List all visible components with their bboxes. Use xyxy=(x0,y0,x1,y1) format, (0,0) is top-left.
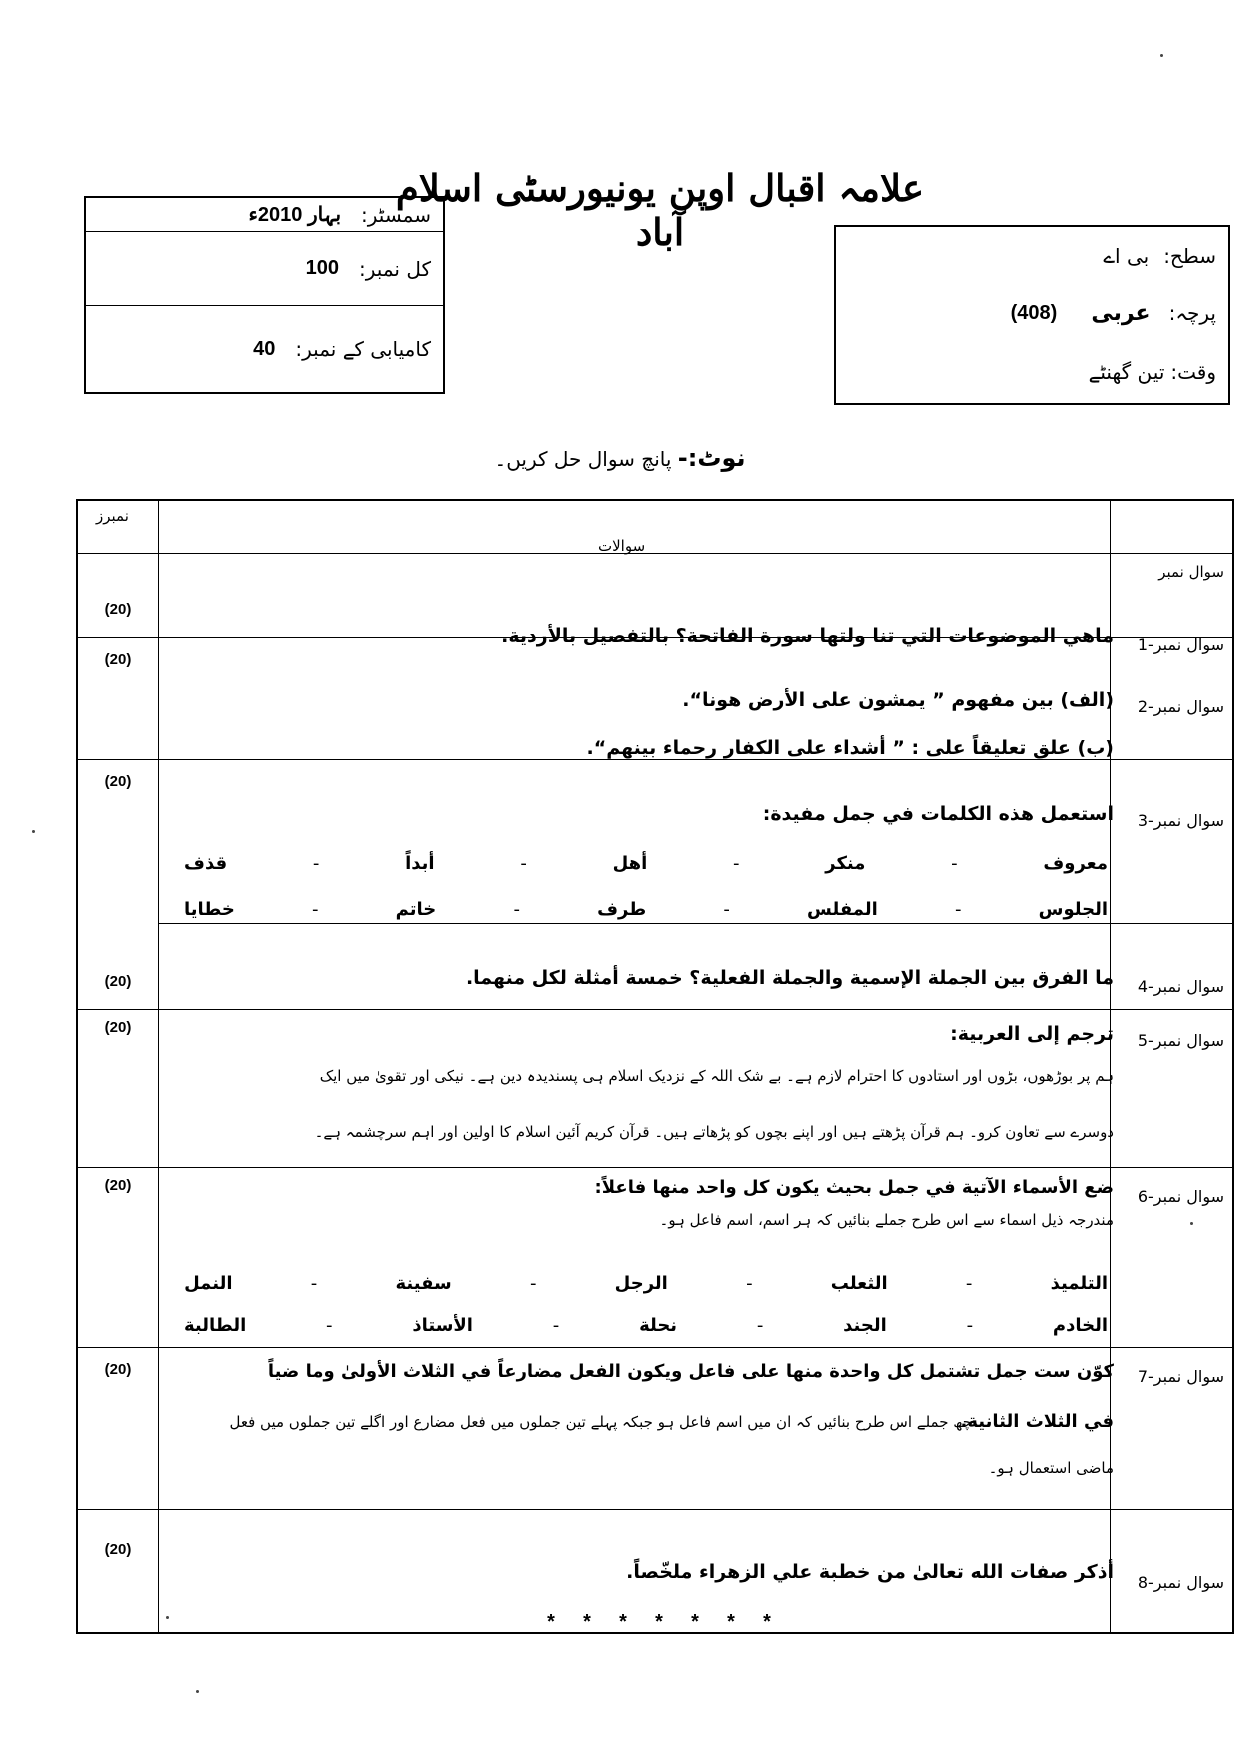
word: الثعلب xyxy=(830,1273,888,1294)
word: التلميذ xyxy=(1050,1273,1108,1294)
word: خاتم xyxy=(395,899,437,920)
level-label: سطح: xyxy=(1163,244,1216,268)
question-marks: (20) xyxy=(104,601,132,618)
word: طرف xyxy=(597,899,647,920)
word: المفلس xyxy=(807,899,878,920)
paper-label: پرچہ: xyxy=(1168,301,1216,325)
row-divider xyxy=(78,1347,1232,1348)
question-marks: (20) xyxy=(104,973,132,990)
paper-value: عربی xyxy=(1091,300,1151,326)
note-label: نوٹ:- xyxy=(677,444,746,472)
word: قذف xyxy=(184,853,228,874)
urdu-instruction: مندرجہ ذیل اسماء سے اس طرح جملے بنائیں کہ ہر اسم، اسم فاعل ہو۔ xyxy=(659,1211,1114,1229)
level-value: بی اے xyxy=(1103,244,1150,268)
paper-code: (408) xyxy=(1010,301,1058,324)
total-marks-label: کل نمبر: xyxy=(359,256,431,281)
questions-table xyxy=(76,499,1234,1634)
question-number: سوال نمبر-3 xyxy=(1137,811,1224,830)
question-text-a: (الف) بين مفهوم ” يمشون على الأرض هونا“. xyxy=(682,689,1114,711)
header-divider xyxy=(78,553,1232,554)
questions-header: سوالات xyxy=(598,537,646,555)
word: الخادم xyxy=(1052,1315,1108,1336)
scan-speck xyxy=(32,830,35,833)
word: معروف xyxy=(1043,853,1108,874)
course-info-box xyxy=(834,225,1230,405)
word: أهل xyxy=(612,853,648,874)
time-value: تین گھنٹے xyxy=(1088,360,1165,384)
scan-speck xyxy=(1160,54,1163,57)
word: منكر xyxy=(825,853,866,874)
question-marks: (20) xyxy=(104,1541,132,1558)
question-text: ترجم إلى العربية: xyxy=(950,1023,1114,1045)
row-divider xyxy=(78,1509,1232,1510)
word: سفينة xyxy=(395,1273,452,1294)
semester-value: بہار 2010ء xyxy=(248,204,342,226)
word: نحلة xyxy=(639,1315,678,1336)
question-marks: (20) xyxy=(104,651,132,668)
pass-marks-row xyxy=(86,306,443,392)
row-divider xyxy=(78,1009,1232,1010)
total-marks-row xyxy=(86,232,443,306)
question-text-b: (ب) علق تعليقاً على : ” أشداء على الكفار رحماء بينهم“. xyxy=(586,737,1114,759)
pass-marks-label: کامیابی کے نمبر: xyxy=(295,337,431,361)
word: الرجل xyxy=(614,1273,668,1294)
word: الطالبة xyxy=(184,1315,247,1336)
question-number: سوال نمبر-2 xyxy=(1137,697,1224,716)
word: خطايا xyxy=(184,899,235,920)
urdu-passage-line-2: دوسرے سے تعاون کرو۔ ہم قرآن پڑھتے ہیں اور اپنے بچوں کو پڑھاتے ہیں۔ قرآن کریم آئین اسلام کا اولین اور اہم سرچشمہ ہے۔ xyxy=(314,1123,1114,1141)
scan-speck xyxy=(166,1616,169,1619)
question-text: أذكر صفات الله تعالىٰ من خطبة علي الزهراء ملخّصاً. xyxy=(626,1561,1114,1583)
note-text: پانچ سوال حل کریں۔ xyxy=(494,447,672,471)
word: الجند xyxy=(843,1315,887,1336)
semester-label: سمسٹر: xyxy=(361,202,431,227)
question-text: استعمل هذه الكلمات في جمل مفيدة: xyxy=(762,803,1114,825)
row-divider xyxy=(158,923,1232,924)
urdu-instruction-line-1: چھ جملے اس طرح بنائیں کہ ان میں اسم فاعل ہو جبکہ پہلے تین جملوں میں فعل مضارع اور اگلے تین جملوں میں فعل xyxy=(229,1413,972,1431)
university-title: علامہ اقبال اوپن یونیورسٹی اسلام آباد xyxy=(395,166,925,254)
question-text: ماهي الموضوعات التي تنا ولتها سورة الفاتحة؟ بالتفصيل بالأردية. xyxy=(501,625,1114,647)
scan-speck xyxy=(196,1690,199,1693)
question-text-continued: في الثلاث الثانية. xyxy=(960,1411,1114,1432)
instruction-note xyxy=(400,444,840,472)
question-number: سوال نمبر-1 xyxy=(1137,635,1224,654)
pass-marks-value: 40 xyxy=(253,337,276,360)
question-number: سوال نمبر-8 xyxy=(1137,1573,1224,1592)
row-divider xyxy=(78,1167,1232,1168)
question-marks: (20) xyxy=(104,773,132,790)
row-divider xyxy=(78,759,1232,760)
scan-speck xyxy=(1190,1222,1193,1225)
question-number: سوال نمبر-6 xyxy=(1137,1187,1224,1206)
word-list-row-2: الخادم - الجند - نحلة - الأستاذ - الطالبة xyxy=(178,1315,1114,1336)
paper-row xyxy=(836,283,1228,343)
level-row xyxy=(836,231,1228,281)
question-marks: (20) xyxy=(104,1019,132,1036)
semester-row xyxy=(86,198,443,232)
time-label: وقت: xyxy=(1170,360,1216,384)
marks-column-divider xyxy=(158,501,159,1632)
question-text: كوّن ست جمل تشتمل كل واحدة منها على فاعل ويكون الفعل مضارعاً في الثلاث الأولىٰ وما ضياً xyxy=(267,1361,1114,1382)
question-text: ما الفرق بين الجملة الإسمية والجملة الفعلية؟ خمسة أمثلة لكل منهما. xyxy=(465,967,1114,989)
qno-header: سوال نمبر xyxy=(1158,563,1224,581)
word: الجلوس xyxy=(1038,899,1108,920)
time-row xyxy=(836,345,1228,399)
marks-header: نمبرز xyxy=(96,507,129,525)
total-marks-value: 100 xyxy=(305,257,340,279)
question-marks: (20) xyxy=(104,1361,132,1378)
word-list-row-1: التلميذ - الثعلب - الرجل - سفينة - النمل xyxy=(178,1273,1114,1294)
word-list-row-1: معروف - منكر - أهل - أبداً - قذف xyxy=(178,853,1114,874)
end-of-paper-stars: * * * * * * * xyxy=(545,1613,780,1636)
word: النمل xyxy=(184,1273,233,1294)
question-marks: (20) xyxy=(104,1177,132,1194)
word-list-row-2: الجلوس - المفلس - طرف - خاتم - خطايا xyxy=(178,899,1114,920)
urdu-passage-line-1: ہم پر بوڑھوں، بڑوں اور استادوں کا احترام لازم ہے۔ بے شک اللہ کے نزدیک اسلام ہی پسندیدہ دین ہے۔ نیکی اور تقویٰ میں ایک xyxy=(319,1067,1114,1085)
question-number: سوال نمبر-5 xyxy=(1137,1031,1224,1050)
urdu-instruction-line-2: ماضی استعمال ہو۔ xyxy=(988,1459,1114,1477)
exam-info-box xyxy=(84,196,445,394)
word: الأستاذ xyxy=(412,1315,473,1336)
question-number: سوال نمبر-7 xyxy=(1137,1367,1224,1386)
word: أبداً xyxy=(405,853,435,874)
question-text: ضع الأسماء الآتية في جمل بحيث يكون كل واحد منها فاعلاً: xyxy=(594,1177,1114,1198)
question-number: سوال نمبر-4 xyxy=(1137,977,1224,996)
